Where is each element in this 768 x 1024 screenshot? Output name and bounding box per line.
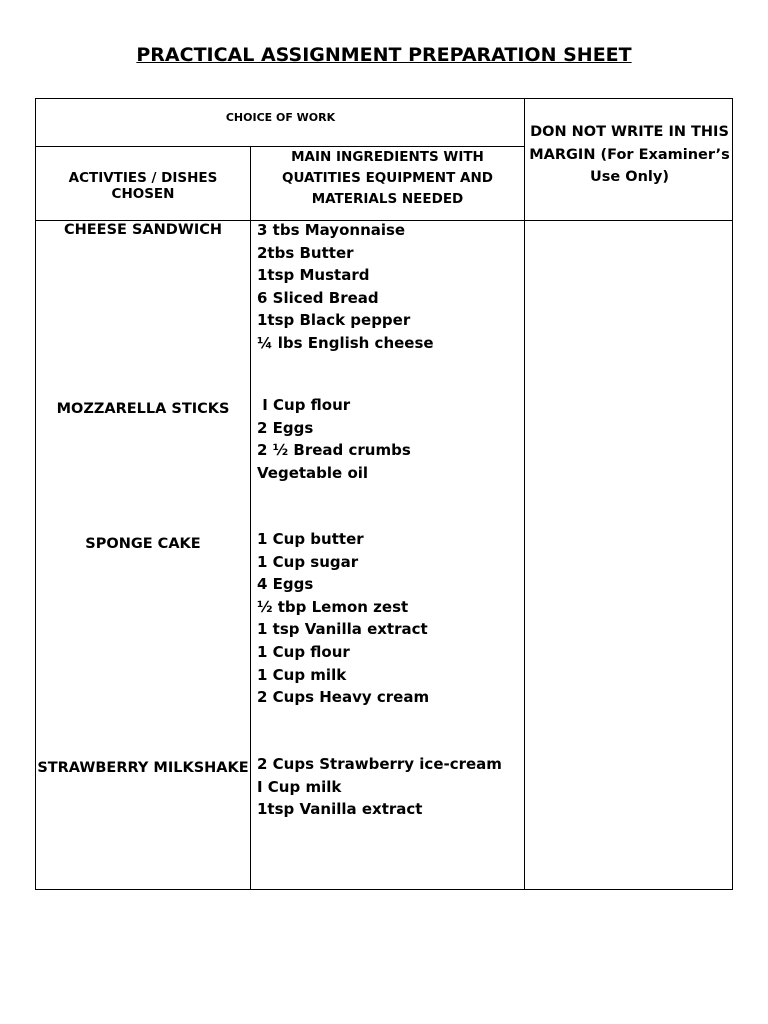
page-title: PRACTICAL ASSIGNMENT PREPARATION SHEET: [136, 44, 632, 66]
ingredient-list: [257, 394, 411, 484]
ingredient-item: 2 Eggs: [257, 418, 314, 437]
examiner-column-header: DON NOT WRITE IN THIS MARGIN (For Examiner’s Use Only): [529, 124, 730, 185]
ingredient-item: 2 Cups Heavy cream: [257, 688, 430, 707]
choice-of-work-header: CHOICE OF WORK: [225, 111, 336, 124]
ingredient-item: 1tsp Vanilla extract: [257, 800, 423, 819]
ingredient-item: 1 Cup milk: [257, 665, 347, 684]
ingredient-item: 1tsp Black pepper: [257, 311, 411, 330]
ingredient-item: 2 Cups Strawberry ice-cream: [257, 755, 502, 773]
ingredient-item: I Cup flour: [257, 396, 351, 414]
preparation-table: [35, 98, 733, 890]
ingredient-item: 1 Cup butter: [257, 530, 364, 548]
dish-name: MOZZARELLA STICKS: [56, 401, 230, 417]
dish-name: CHEESE SANDWICH: [64, 222, 222, 238]
dishes-column-header: ACTIVTIES / DISHES CHOSEN: [68, 170, 218, 202]
ingredient-item: I Cup milk: [257, 777, 342, 796]
ingredient-item: 6 Sliced Bread: [257, 288, 379, 307]
column-divider-left: [250, 146, 251, 889]
ingredient-item: ½ tbp Lemon zest: [257, 597, 409, 616]
ingredient-item: 1tsp Mustard: [257, 266, 370, 285]
ingredient-item: 2tbs Butter: [257, 243, 354, 262]
ingredient-list: [257, 219, 434, 355]
ingredient-list: [257, 528, 429, 709]
ingredient-list: [257, 753, 502, 821]
ingredients-column-header: MAIN INGREDIENTS WITH QUATITIES EQUIPMENT AND MATERIALS NEEDED: [282, 149, 493, 207]
column-divider-right: [524, 99, 525, 889]
ingredient-item: 4 Eggs: [257, 575, 314, 594]
ingredient-item: 2 ½ Bread crumbs: [257, 441, 411, 460]
dish-name: SPONGE CAKE: [85, 536, 201, 552]
dish-name: STRAWBERRY MILKSHAKE: [37, 760, 249, 776]
ingredient-item: 1 Cup sugar: [257, 552, 359, 571]
ingredient-item: 1 tsp Vanilla extract: [257, 620, 428, 639]
ingredient-item: ¼ lbs English cheese: [257, 333, 434, 352]
ingredient-item: Vegetable oil: [257, 463, 369, 482]
ingredient-item: 3 tbs Mayonnaise: [257, 221, 406, 239]
ingredient-item: 1 Cup flour: [257, 642, 350, 661]
